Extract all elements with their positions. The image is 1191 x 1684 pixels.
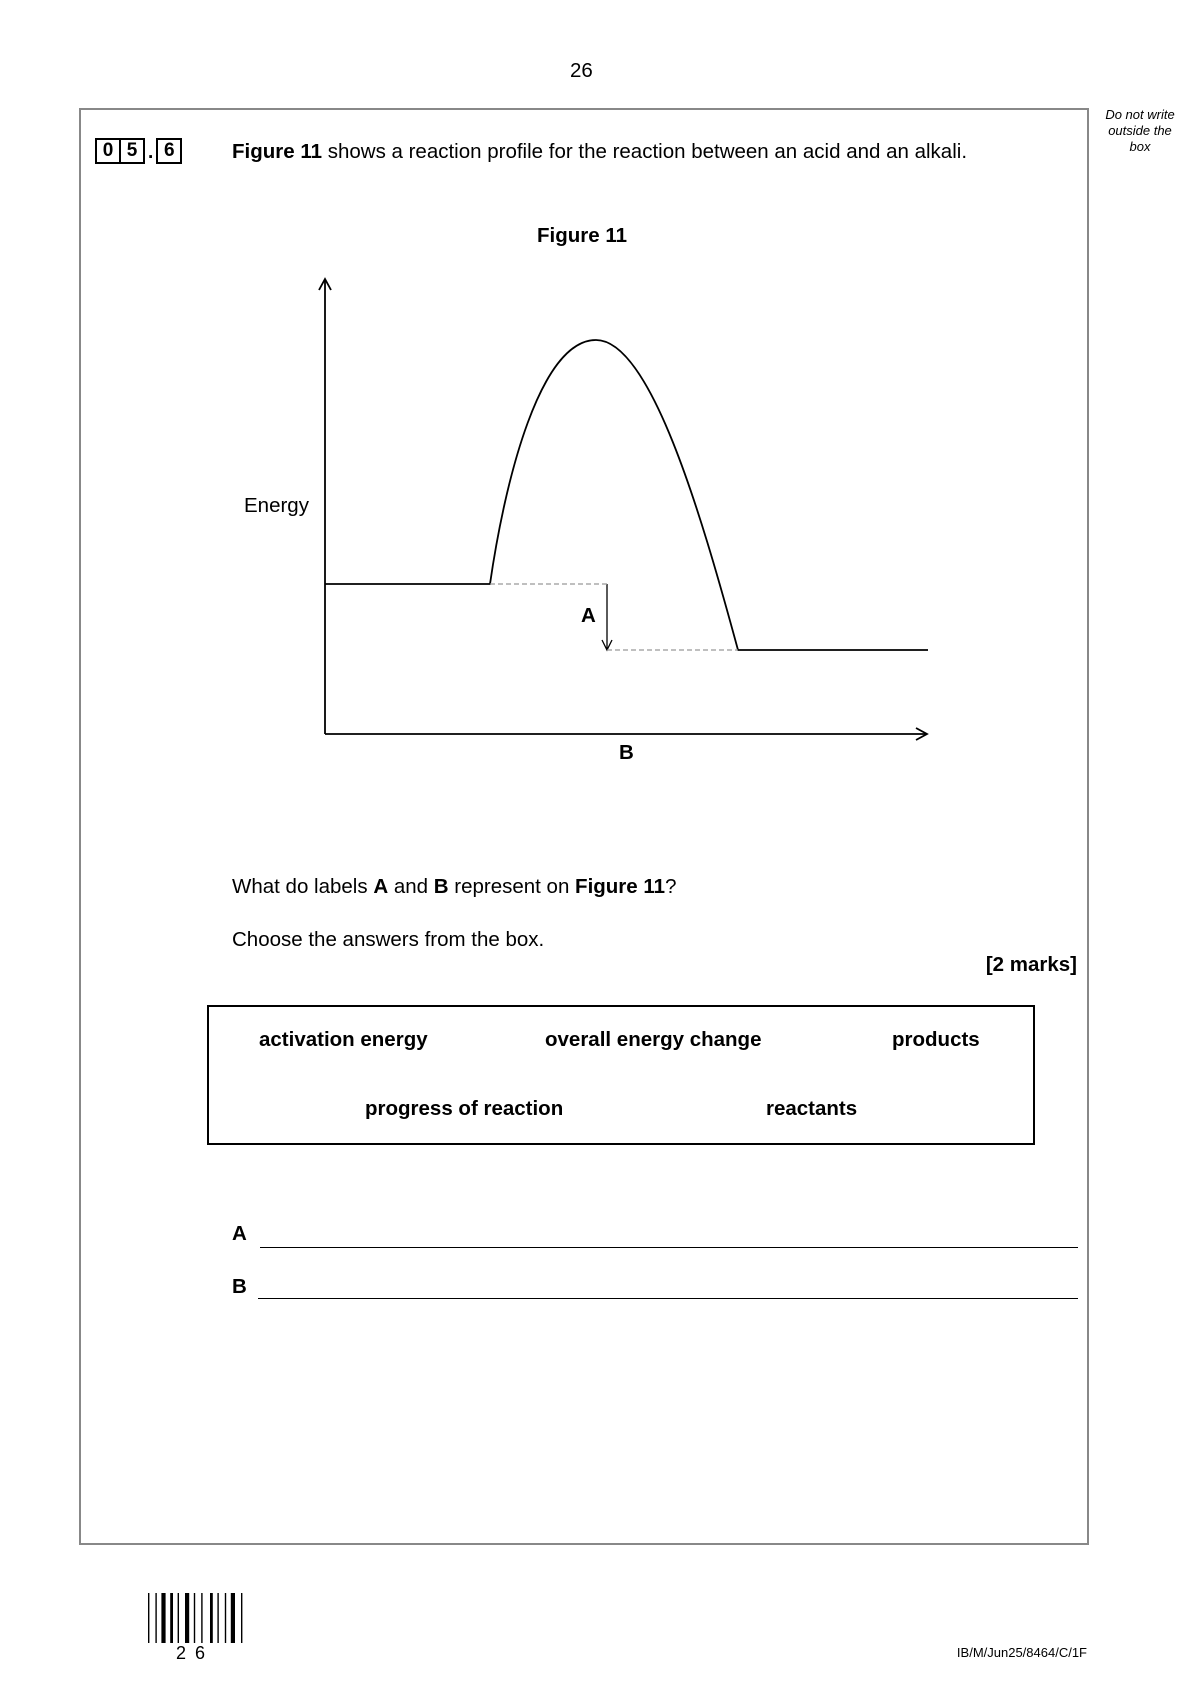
barcode-bar bbox=[148, 1593, 149, 1643]
option-reactants: reactants bbox=[766, 1097, 858, 1120]
barcode-bar bbox=[185, 1593, 189, 1643]
margin-note-line: Do not write bbox=[1105, 107, 1175, 122]
barcode-bar bbox=[155, 1593, 156, 1643]
option-products: products bbox=[892, 1028, 980, 1051]
prompt-text: ? bbox=[665, 875, 677, 898]
page-number: 26 bbox=[570, 59, 593, 82]
barcode-bar bbox=[225, 1593, 226, 1643]
margin-note-line: box bbox=[1129, 139, 1151, 154]
barcode bbox=[148, 1593, 258, 1643]
question-prompt bbox=[232, 875, 676, 899]
question-separator: . bbox=[148, 142, 154, 163]
barcode-bar bbox=[231, 1593, 235, 1643]
margin-note-line: outside the bbox=[1108, 123, 1172, 138]
barcode-bar bbox=[170, 1593, 173, 1643]
prompt-label-a: A bbox=[373, 875, 389, 898]
barcode-bar bbox=[201, 1593, 202, 1643]
answer-b-label: B bbox=[232, 1275, 247, 1298]
option-progress-of-reaction: progress of reaction bbox=[365, 1097, 564, 1120]
question-digit: 0 bbox=[95, 138, 121, 164]
energy-curve bbox=[325, 340, 928, 650]
answer-a-line[interactable] bbox=[260, 1247, 1078, 1248]
instruction: Choose the answers from the box. bbox=[232, 928, 545, 951]
question-digit: 5 bbox=[121, 138, 145, 164]
question-part: 6 bbox=[156, 138, 182, 164]
answer-b-line[interactable] bbox=[258, 1298, 1078, 1299]
label-a: A bbox=[581, 604, 596, 627]
option-overall-energy-change: overall energy change bbox=[545, 1028, 762, 1051]
barcode-bar bbox=[161, 1593, 165, 1643]
marks: [2 marks] bbox=[985, 953, 1077, 976]
prompt-text: What do labels bbox=[232, 875, 374, 898]
barcode-bar bbox=[178, 1593, 179, 1643]
barcode-bar bbox=[241, 1593, 242, 1643]
y-axis-label: Energy bbox=[244, 494, 309, 517]
figure-ref: Figure 11 bbox=[232, 140, 323, 163]
prompt-figure-ref: Figure 11 bbox=[575, 875, 666, 898]
barcode-bar bbox=[194, 1593, 195, 1643]
prompt-text: represent on bbox=[448, 875, 576, 898]
options-box bbox=[207, 1005, 1035, 1145]
prompt-text: and bbox=[388, 875, 434, 898]
reaction-profile-diagram bbox=[0, 0, 1191, 800]
label-b: B bbox=[619, 741, 634, 764]
answer-a-label: A bbox=[232, 1222, 247, 1245]
barcode-digits: 2 6 bbox=[176, 1643, 208, 1663]
figure-title: Figure 11 bbox=[537, 224, 628, 247]
paper-code: IB/M/Jun25/8464/C/1F bbox=[956, 1645, 1087, 1660]
prompt-label-b: B bbox=[433, 875, 449, 898]
option-activation-energy: activation energy bbox=[259, 1028, 428, 1051]
intro-text: shows a reaction profile for the reaction between an acid and an alkali. bbox=[322, 140, 968, 163]
barcode-bar bbox=[210, 1593, 213, 1643]
barcode-bar bbox=[217, 1593, 218, 1643]
